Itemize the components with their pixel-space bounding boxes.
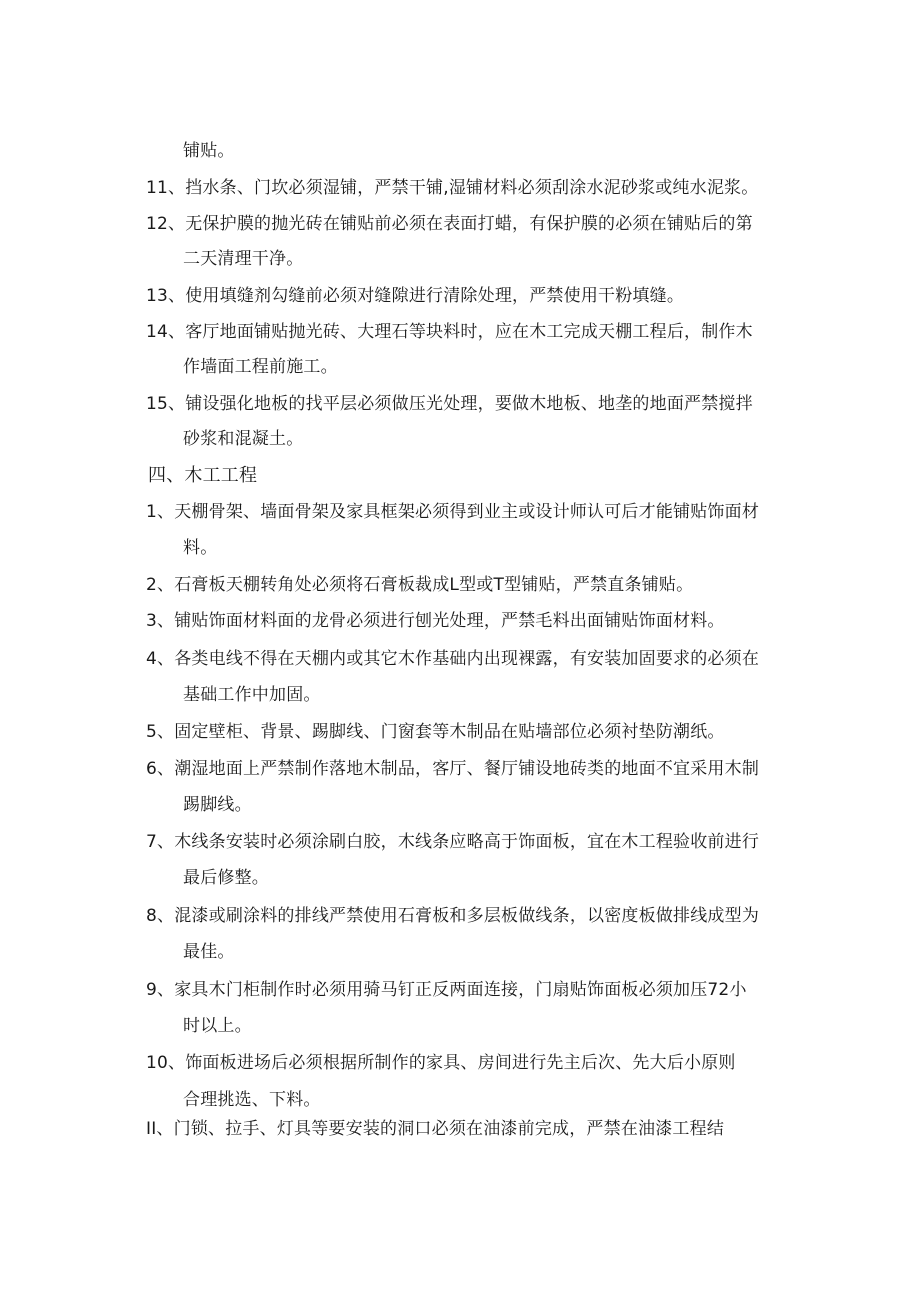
list-item-9: 9、家具木门柜制作时必须用骑马钉正反两面连接，门扇贴饰面板必须加压72小 — [146, 980, 747, 1000]
list-item-1-continuation: 料。 — [183, 538, 218, 558]
list-item-8: 8、混漆或刷涂料的排线严禁使用石膏板和多层板做线条，以密度板做排线成型为 — [146, 906, 760, 926]
list-item-11: 11、挡水条、门坎必须湿铺，严禁干铺,湿铺材料必须刮涂水泥砂浆或纯水泥浆。 — [146, 178, 759, 198]
continuation-text: 铺贴。 — [183, 141, 235, 161]
list-item-3: 3、铺贴饰面材料面的龙骨必须进行刨光处理，严禁毛料出面铺贴饰面材料。 — [146, 611, 725, 631]
list-item-14-continuation: 作墙面工程前施工。 — [183, 357, 338, 377]
list-item-6-continuation: 踢脚线。 — [183, 795, 252, 815]
list-item-4-continuation: 基础工作中加固。 — [183, 685, 321, 705]
list-item-12-continuation: 二天清理干净。 — [183, 249, 304, 269]
list-item-12: 12、无保护膜的抛光砖在铺贴前必须在表面打蜡，有保护膜的必须在铺贴后的第 — [146, 214, 753, 234]
list-item-7: 7、木线条安装时必须涂刷白胶，木线条应略高于饰面板，宜在木工程验收前进行 — [146, 832, 760, 852]
list-item-8-continuation: 最佳。 — [183, 942, 235, 962]
list-item-10: 10、饰面板进场后必须根据所制作的家具、房间进行先主后次、先大后小原则 — [146, 1053, 736, 1073]
list-item-5: 5、固定壁柜、背景、踢脚线、门窗套等木制品在贴墙部位必须衬垫防潮纸。 — [146, 722, 725, 742]
list-item-14: 14、客厅地面铺贴抛光砖、大理石等块料时，应在木工完成天棚工程后，制作木 — [146, 322, 753, 342]
list-item-6: 6、潮湿地面上严禁制作落地木制品，客厅、餐厅铺设地砖类的地面不宜采用木制 — [146, 759, 760, 779]
list-item-15-continuation: 砂浆和混凝土。 — [183, 429, 304, 449]
list-item-11-wood: II、门锁、拉手、灯具等要安装的洞口必须在油漆前完成，严禁在油漆工程结 — [146, 1119, 725, 1139]
list-item-10-continuation: 合理挑选、下料。 — [183, 1090, 321, 1110]
list-item-1: 1、天棚骨架、墙面骨架及家具框架必须得到业主或设计师认可后才能铺贴饰面材 — [146, 502, 760, 522]
section-heading: 四、木工工程 — [148, 465, 258, 486]
list-item-7-continuation: 最后修整。 — [183, 868, 269, 888]
list-item-2: 2、石膏板天棚转角处必须将石膏板裁成L型或T型铺贴，严禁直条铺贴。 — [146, 575, 694, 595]
list-item-13: 13、使用填缝剂勾缝前必须对缝隙进行清除处理，严禁使用干粉填缝。 — [146, 286, 685, 306]
list-item-9-continuation: 时以上。 — [183, 1016, 252, 1036]
list-item-4: 4、各类电线不得在天棚内或其它木作基础内出现裸露，有安装加固要求的必须在 — [146, 649, 760, 669]
list-item-15: 15、铺设强化地板的找平层必须做压光处理，要做木地板、地垄的地面严禁搅拌 — [146, 394, 753, 414]
